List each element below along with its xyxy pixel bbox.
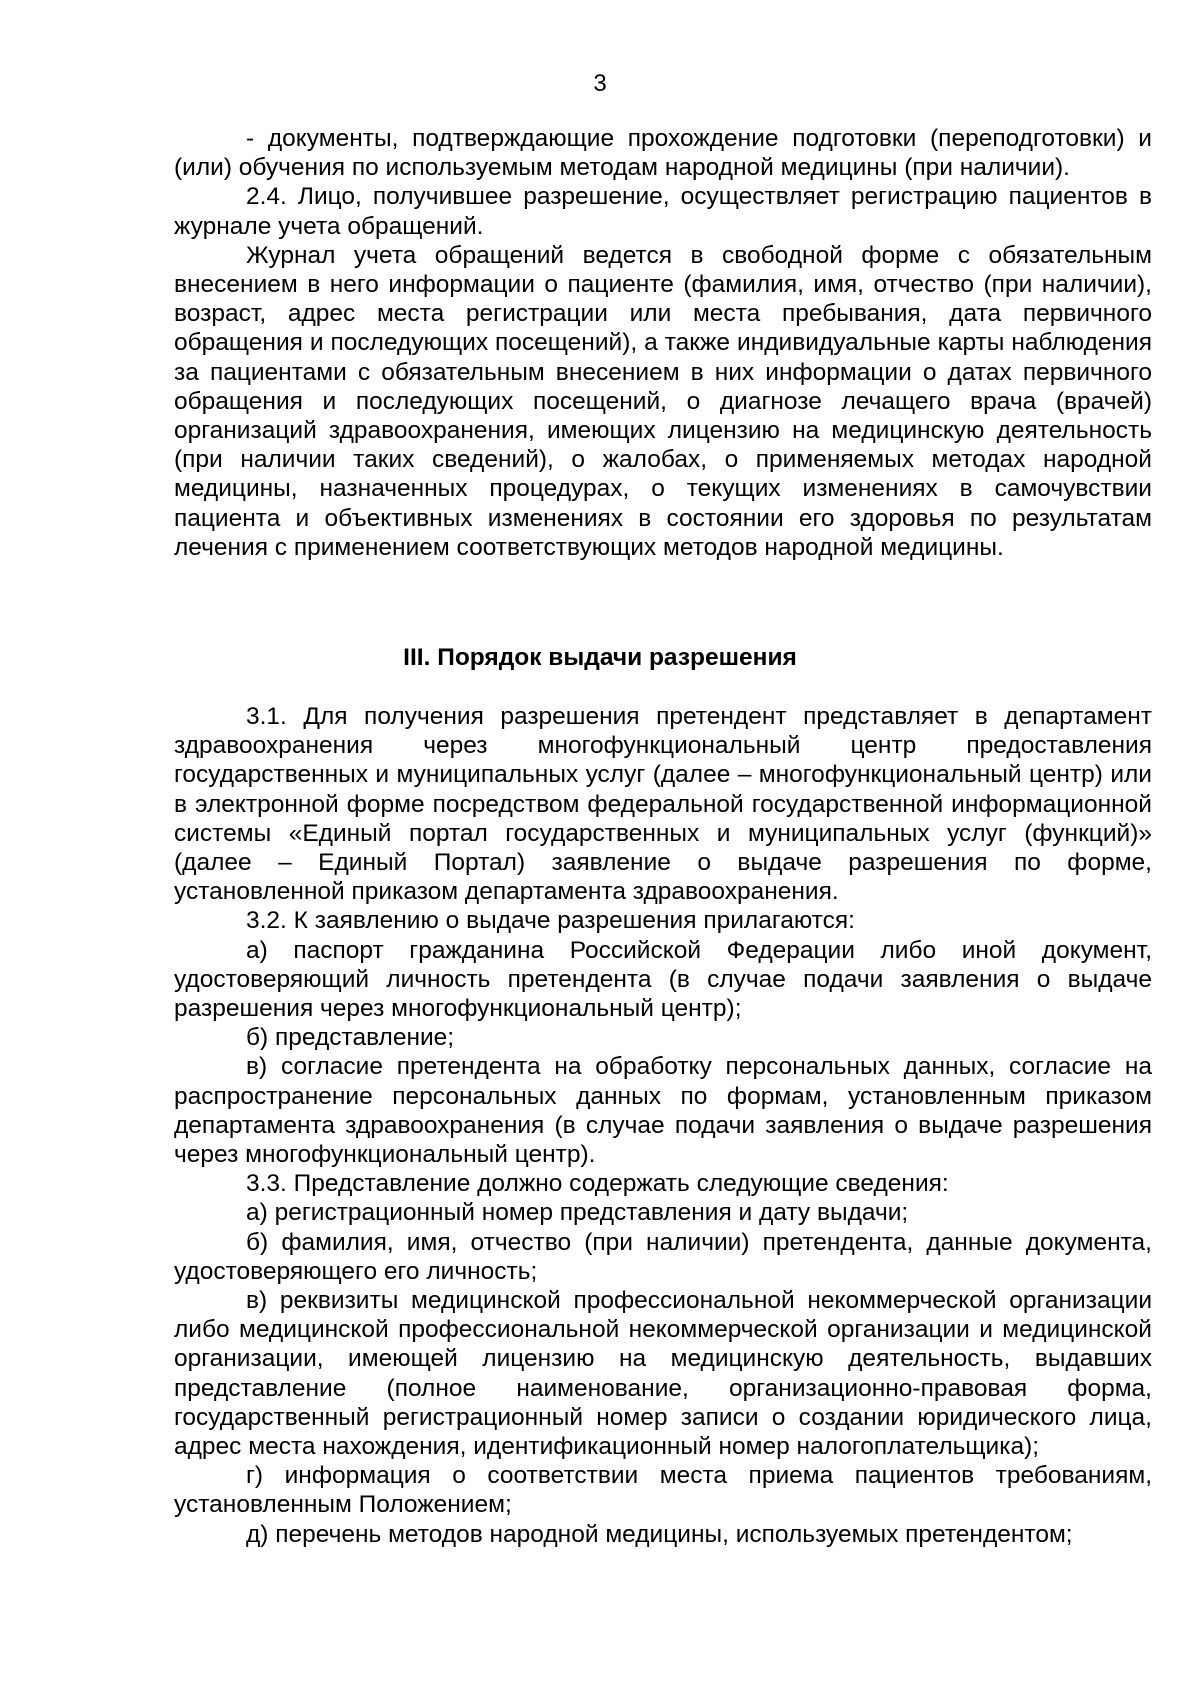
section-heading: III. Порядок выдачи разрешения	[403, 644, 797, 671]
list-item-3-3-b: б) фамилия, имя, отчество (при наличии) претендента, данные документа, удостоверяющего его личность;	[174, 1228, 1152, 1285]
list-item-3-3-c: в) реквизиты медицинской профессиональной некоммерческой организации либо медицинской профессиональной некоммерческой организации и медицинской организации, имеющей лицензию на медицинскую деятельность, выдавших представление (полное наименование, организационно-правовая форма, государственный регистрационный номер записи о создании юридического лица, адрес места нахождения, идентификационный номер налогоплательщика);	[174, 1287, 1152, 1461]
section-top-text	[174, 124, 1152, 562]
paragraph-documents-training: - документы, подтверждающие прохождение подготовки (переподготовки) и (или) обучения по используемым методам народной медицины (при наличии).	[174, 125, 1152, 182]
list-item-3-2-b: б) представление;	[246, 1024, 455, 1052]
list-item-3-2-a: а) паспорт гражданина Российской Федерации либо иной документ, удостоверяющий личность претендента (в случае подачи заявления о выдаче разрешения через многофункциональный центр);	[174, 936, 1152, 1023]
page-number: 3	[593, 70, 607, 97]
paragraph-3-3: 3.3. Представление должно содержать следующие сведения:	[246, 1170, 949, 1198]
list-item-3-2-c: в) согласие претендента на обработку персональных данных, согласие на распространение персональных данных по формам, установленным приказом департамента здравоохранения (в случае подачи заявления о выдаче разрешения через многофункциональный центр).	[174, 1053, 1152, 1169]
section-bottom-text	[174, 702, 1152, 1549]
list-item-3-3-a: а) регистрационный номер представления и дату выдачи;	[246, 1199, 909, 1227]
list-item-3-3-e: д) перечень методов народной медицины, используемых претендентом;	[246, 1520, 1073, 1548]
paragraph-3-1: 3.1. Для получения разрешения претендент представляет в департамент здравоохранения через многофункциональный центр предоставления государственных и муниципальных услуг (далее – многофункциональный центр) или в электронной форме посредством федеральной государственной информационной системы «Единый портал государственных и муниципальных услуг (функций)» (далее – Единый Портал) заявление о выдаче разрешения по форме, установленной приказом департамента здравоохранения.	[174, 703, 1152, 906]
paragraph-journal: Журнал учета обращений ведется в свободной форме с обязательным внесением в него информации о пациенте (фамилия, имя, отчество (при наличии), возраст, адрес места регистрации или места пребывания, дата первичного обращения и последующих посещений), а также индивидуальные карты наблюдения за пациентами с обязательным внесением в них информации о датах первичного обращения и последующих посещений, о диагнозе лечащего врача (врачей) организаций здравоохранения, имеющих лицензию на медицинскую деятельность (при наличии таких сведений), о жалобах, о применяемых методах народной медицины, назначенных процедурах, о текущих изменениях в самочувствии пациента и объективных изменениях в состоянии его здоровья по результатам лечения с применением соответствующих методов народной медицины.	[174, 241, 1152, 561]
paragraph-2-4: 2.4. Лицо, получившее разрешение, осуществляет регистрацию пациентов в журнале учета обращений.	[174, 183, 1152, 240]
paragraph-3-2: 3.2. К заявлению о выдаче разрешения прилагаются:	[246, 907, 855, 935]
list-item-3-3-d: г) информация о соответствии места приема пациентов требованиям, установленным Положением;	[174, 1462, 1152, 1519]
